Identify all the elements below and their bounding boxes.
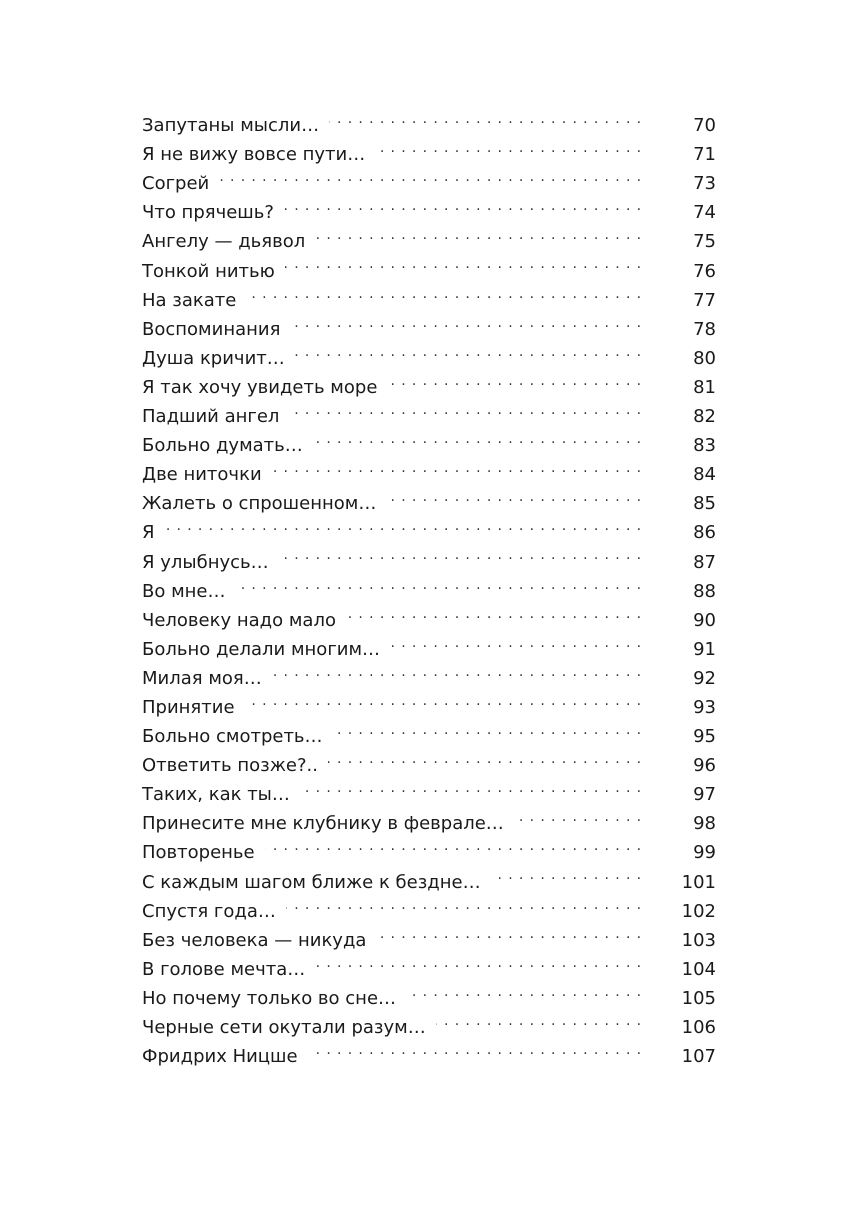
- toc-entry-title: Повторенье: [142, 838, 265, 867]
- dot-leader: [289, 396, 642, 425]
- dot-leader: [165, 512, 642, 541]
- toc-entry-title: В голове мечта…: [142, 955, 315, 984]
- toc-entry-title: С каждым шагом ближе к бездне…: [142, 868, 491, 897]
- toc-entry: [142, 393, 716, 428]
- toc-entry-title: Жалеть о спрошенном…: [142, 489, 386, 518]
- toc-entry: [142, 829, 716, 864]
- dot-leader: [265, 832, 642, 861]
- dot-leader: [290, 309, 642, 338]
- toc-entry-page-number: 73: [693, 173, 716, 195]
- dot-leader: [295, 338, 642, 367]
- dot-leader: [390, 629, 642, 658]
- toc-entry: [142, 538, 716, 573]
- toc-entry-title: Я улыбнусь…: [142, 548, 279, 577]
- toc-entry: [142, 713, 716, 748]
- toc-entry-title: Тонкой нитью: [142, 257, 285, 286]
- toc-entry-page-number: 93: [693, 696, 716, 718]
- toc-entry: [142, 975, 716, 1009]
- toc-entry: [142, 946, 716, 980]
- dot-leader: [386, 483, 642, 512]
- toc-entry-page-number: 99: [693, 842, 716, 864]
- toc-entry: [142, 597, 716, 631]
- dot-leader: [333, 716, 642, 745]
- table-of-contents: [142, 102, 716, 1068]
- toc-entry-page-number: 87: [693, 551, 716, 573]
- toc-entry-page-number: 83: [693, 435, 716, 457]
- toc-entry-page-number: 84: [693, 464, 716, 486]
- toc-entry-page-number: 71: [693, 144, 716, 166]
- toc-entry: [142, 684, 716, 718]
- toc-entry-title: Воспоминания: [142, 315, 290, 344]
- toc-entry: [142, 364, 716, 398]
- toc-entry-title: Во мне…: [142, 577, 236, 606]
- dot-leader: [329, 105, 642, 134]
- toc-entry-title: Запутаны мысли…: [142, 111, 329, 140]
- toc-entry: [142, 917, 716, 951]
- toc-entry-title: Я не вижу вовсе пути…: [142, 140, 375, 169]
- toc-entry: [142, 800, 716, 835]
- toc-entry: [142, 422, 716, 457]
- toc-entry-page-number: 107: [681, 1046, 716, 1068]
- toc-entry-title: Принятие: [142, 693, 245, 722]
- dot-leader: [436, 1007, 642, 1036]
- toc-entry-page-number: 103: [681, 929, 716, 951]
- toc-entry-page-number: 88: [693, 580, 716, 602]
- dot-leader: [387, 367, 642, 396]
- dot-leader: [376, 920, 642, 949]
- toc-entry-page-number: 96: [693, 755, 716, 777]
- toc-entry: [142, 451, 716, 486]
- dot-leader: [514, 803, 642, 832]
- dot-leader: [300, 774, 642, 803]
- dot-leader: [285, 250, 642, 279]
- toc-entry-title: Таких, как ты…: [142, 780, 300, 809]
- toc-entry: [142, 771, 716, 806]
- toc-entry-page-number: 98: [693, 813, 716, 835]
- toc-entry-title: Без человека — никуда: [142, 926, 376, 955]
- toc-entry-title: Черные сети окутали разум…: [142, 1013, 436, 1042]
- toc-entry-title: Согрей: [142, 169, 219, 198]
- dot-leader: [219, 163, 642, 192]
- toc-entry: [142, 480, 716, 515]
- toc-entry-page-number: 104: [681, 958, 716, 980]
- toc-entry-page-number: 80: [693, 347, 716, 369]
- toc-entry-page-number: 97: [693, 784, 716, 806]
- toc-entry-title: Душа кричит…: [142, 344, 295, 373]
- toc-entry-page-number: 75: [693, 231, 716, 253]
- dot-leader: [245, 687, 642, 716]
- toc-entry: [142, 247, 716, 282]
- dot-leader: [315, 221, 642, 250]
- dot-leader: [308, 1036, 642, 1065]
- toc-entry-page-number: 77: [693, 289, 716, 311]
- toc-entry: [142, 160, 716, 195]
- toc-entry-title: Я: [142, 518, 165, 547]
- toc-entry-page-number: 78: [693, 318, 716, 340]
- toc-entry: [142, 655, 716, 689]
- toc-entry: [142, 509, 716, 544]
- toc-entry-page-number: 85: [693, 493, 716, 515]
- toc-entry: [142, 306, 716, 340]
- toc-entry-title: Две ниточки: [142, 460, 272, 489]
- dot-leader: [491, 861, 642, 890]
- toc-entry-page-number: 82: [693, 406, 716, 428]
- toc-entry-page-number: 90: [693, 609, 716, 631]
- toc-entry: [142, 888, 716, 922]
- toc-entry-page-number: 95: [693, 726, 716, 748]
- toc-entry-title: На закате: [142, 286, 246, 315]
- dot-leader: [284, 192, 642, 221]
- toc-entry: [142, 102, 716, 137]
- toc-entry: [142, 218, 716, 253]
- dot-leader: [313, 425, 642, 454]
- toc-entry-title: Больно смотреть…: [142, 722, 333, 751]
- toc-entry: [142, 858, 716, 893]
- dot-leader: [236, 571, 642, 600]
- toc-entry: [142, 1033, 716, 1068]
- dot-leader: [286, 891, 642, 920]
- toc-entry-title: Ангелу — дьявол: [142, 227, 315, 256]
- toc-entry: [142, 277, 716, 311]
- dot-leader: [279, 541, 642, 570]
- toc-entry-title: Спустя года…: [142, 897, 286, 926]
- dot-leader: [315, 949, 642, 978]
- dot-leader: [375, 134, 642, 163]
- toc-entry-title: Больно думать…: [142, 431, 313, 460]
- toc-entry-title: Принесите мне клубнику в феврале…: [142, 809, 514, 838]
- toc-entry-page-number: 76: [693, 260, 716, 282]
- toc-entry: [142, 131, 716, 166]
- toc-entry-title: Я так хочу увидеть море: [142, 373, 387, 402]
- toc-entry-title: Но почему только во сне…: [142, 984, 406, 1013]
- toc-entry-page-number: 91: [693, 638, 716, 660]
- toc-entry: [142, 626, 716, 660]
- toc-entry-title: Фридрих Ницше: [142, 1042, 308, 1071]
- toc-entry-title: Ответить позже?..: [142, 751, 328, 780]
- toc-entry-page-number: 70: [693, 115, 716, 137]
- toc-entry-page-number: 106: [681, 1017, 716, 1038]
- toc-entry-page-number: 105: [681, 987, 716, 1009]
- toc-entry-title: Милая моя…: [142, 664, 272, 693]
- toc-entry-page-number: 74: [693, 202, 716, 224]
- dot-leader: [406, 978, 642, 1007]
- dot-leader: [246, 280, 642, 309]
- toc-entry: [142, 335, 716, 369]
- toc-entry-page-number: 101: [681, 871, 716, 893]
- toc-entry: [142, 742, 716, 777]
- toc-entry-page-number: 81: [693, 376, 716, 398]
- dot-leader: [328, 745, 642, 774]
- toc-entry-title: Что прячешь?: [142, 198, 284, 227]
- toc-entry-page-number: 102: [681, 900, 716, 922]
- toc-entry: [142, 189, 716, 224]
- toc-entry-page-number: 92: [693, 667, 716, 689]
- toc-entry-page-number: 86: [693, 522, 716, 544]
- toc-entry-title: Падший ангел: [142, 402, 289, 431]
- toc-entry-title: Больно делали многим…: [142, 635, 390, 664]
- dot-leader: [272, 454, 642, 483]
- dot-leader: [272, 658, 642, 687]
- dot-leader: [346, 600, 642, 629]
- toc-entry: [142, 1004, 716, 1038]
- toc-entry: [142, 568, 716, 602]
- toc-entry-title: Человеку надо мало: [142, 606, 346, 635]
